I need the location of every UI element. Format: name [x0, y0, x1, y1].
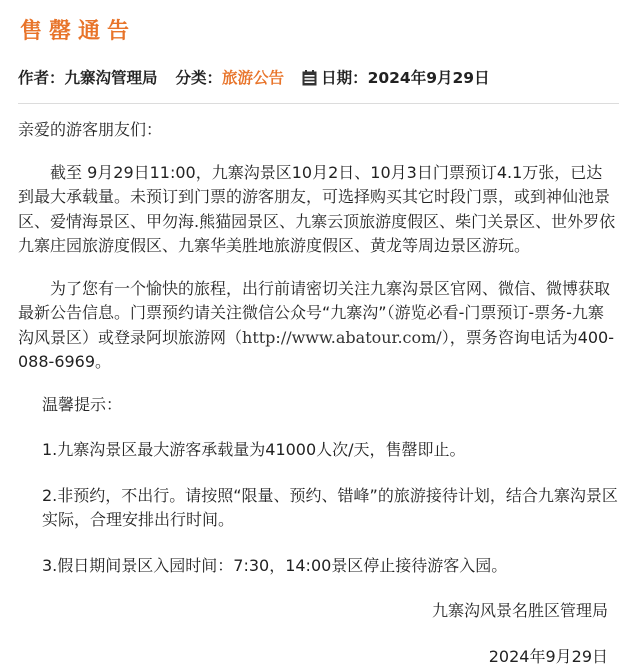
- calendar-icon: [302, 70, 317, 90]
- divider: [18, 103, 619, 104]
- greeting: 亲爱的游客朋友们：: [18, 118, 618, 143]
- meta-line: [18, 66, 490, 90]
- info-text-1: 为了您有一个愉快的旅程，出行前请密切关注九寨沟景区官网、微信、微博获取最新公告信息。门票预约请关注微信公众号“九寨沟”（游览必看-门票预订-票务-九寨沟风景区）或登录阿坝旅游网（: [18, 279, 610, 347]
- paragraph-sold-out: 截至 9月29日11:00，九寨沟景区10月2日、10月3日门票预订4.1万张，已达到最大承载量。未预订到门票的游客朋友，可选择购买其它时段门票，或到神仙池景区、爱情海景区、甲勿海.熊猫园景区、九寨云顶旅游度假区、柴门关景区、世外罗依九寨庄园旅游度假区、九寨华美胜地旅游度假区、黄龙等周边景区游玩。: [18, 161, 618, 259]
- abatour-link[interactable]: http://www.abatour.com/: [242, 328, 442, 347]
- category-link[interactable]: 旅游公告: [222, 69, 284, 87]
- publish-date: 2024年9月29日: [368, 69, 490, 87]
- tips-heading: 温馨提示：: [18, 393, 618, 418]
- signature-org: 九寨沟风景名胜区管理局: [18, 599, 618, 624]
- author-name: 九寨沟管理局: [65, 69, 158, 87]
- author-label: 作者：: [18, 69, 65, 87]
- signature-date: 2024年9月29日: [18, 645, 618, 669]
- category-label: 分类：: [176, 69, 223, 87]
- notice-title: 售罄通告: [20, 14, 136, 45]
- date-label: 日期：: [321, 69, 368, 87]
- tip-1: 1.九寨沟景区最大游客承载量为41000人次/天，售罄即止。: [18, 438, 618, 463]
- paragraph-info: [18, 277, 618, 375]
- notice-body: [18, 118, 618, 669]
- tip-2: 2.非预约，不出行。请按照“限量、预约、错峰”的旅游接待计划，结合九寨沟景区实际，合理安排出行时间。: [18, 484, 618, 533]
- info-text-2: ），票务咨询电话为400-088-6969。: [18, 328, 614, 372]
- tip-3: 3.假日期间景区入园时间：7:30，14:00景区停止接待游客入园。: [18, 554, 618, 579]
